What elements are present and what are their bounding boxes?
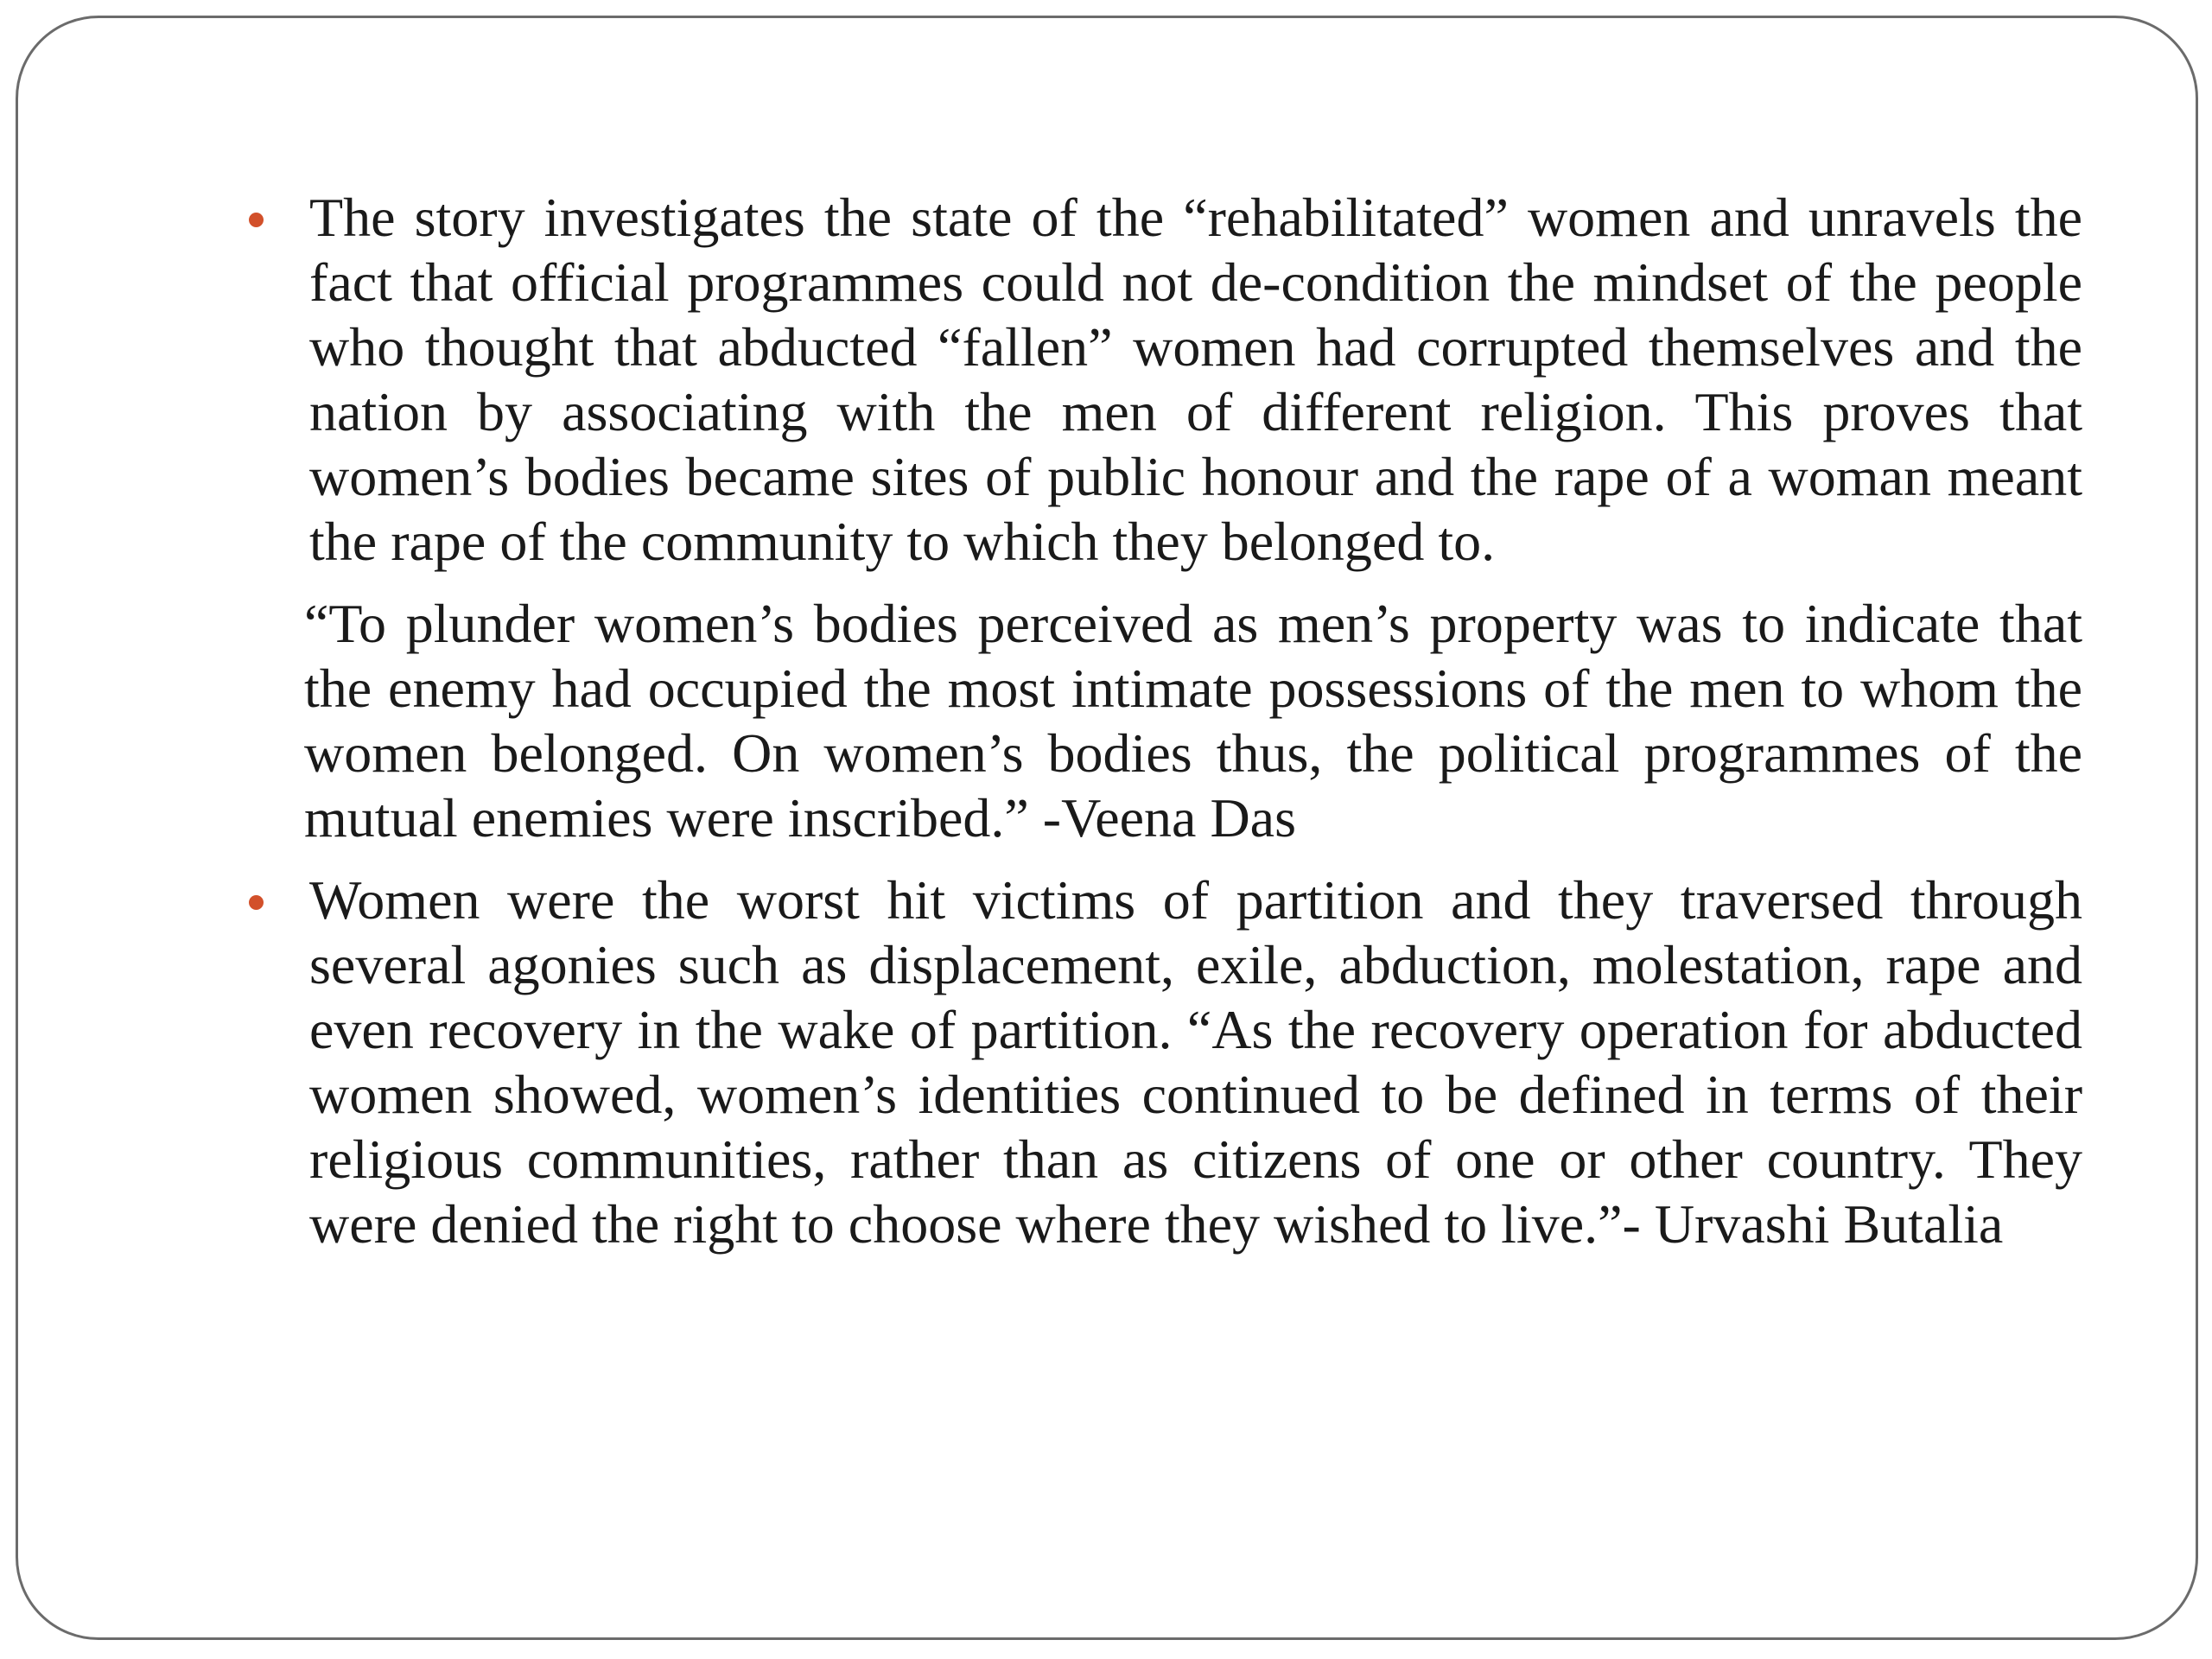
slide-content (242, 185, 2082, 1256)
quote-paragraph (242, 591, 2082, 850)
bullet-text: The story investigates the state of the “rehabilitated” women and unravels the fact that official programmes could not de-condition the mindset of the people who thought that abducted “fallen” women had corrupted themselves and the nation by associating with the men of different religion. This proves that women’s bodies became sites of public honour and the rape of a woman meant the rape of the community to which they belonged to. (309, 187, 2082, 572)
bullet-item-1 (242, 185, 2082, 574)
bullet-dot-icon (249, 895, 264, 910)
quote-text: “To plunder women’s bodies perceived as men’s property was to indicate that the enemy had occupied the most intimate possessions of the men to whom the women belonged. On women’s bodies thus, the political programmes of the mutual enemies were inscribed.” -Veena Das (304, 593, 2082, 849)
bullet-item-2 (242, 868, 2082, 1256)
bullet-text: Women were the worst hit victims of partition and they traversed through several agonies such as displacement, exile, abduction, molestation, rape and even recovery in the wake of partition. “As the recovery operation for abducted women showed, women’s identities continued to be defined in terms of their religious communities, rather than as citizens of one or other country. They were denied the right to choose where they wished to live.”- Urvashi Butalia (309, 869, 2082, 1255)
bullet-dot-icon (249, 213, 264, 227)
